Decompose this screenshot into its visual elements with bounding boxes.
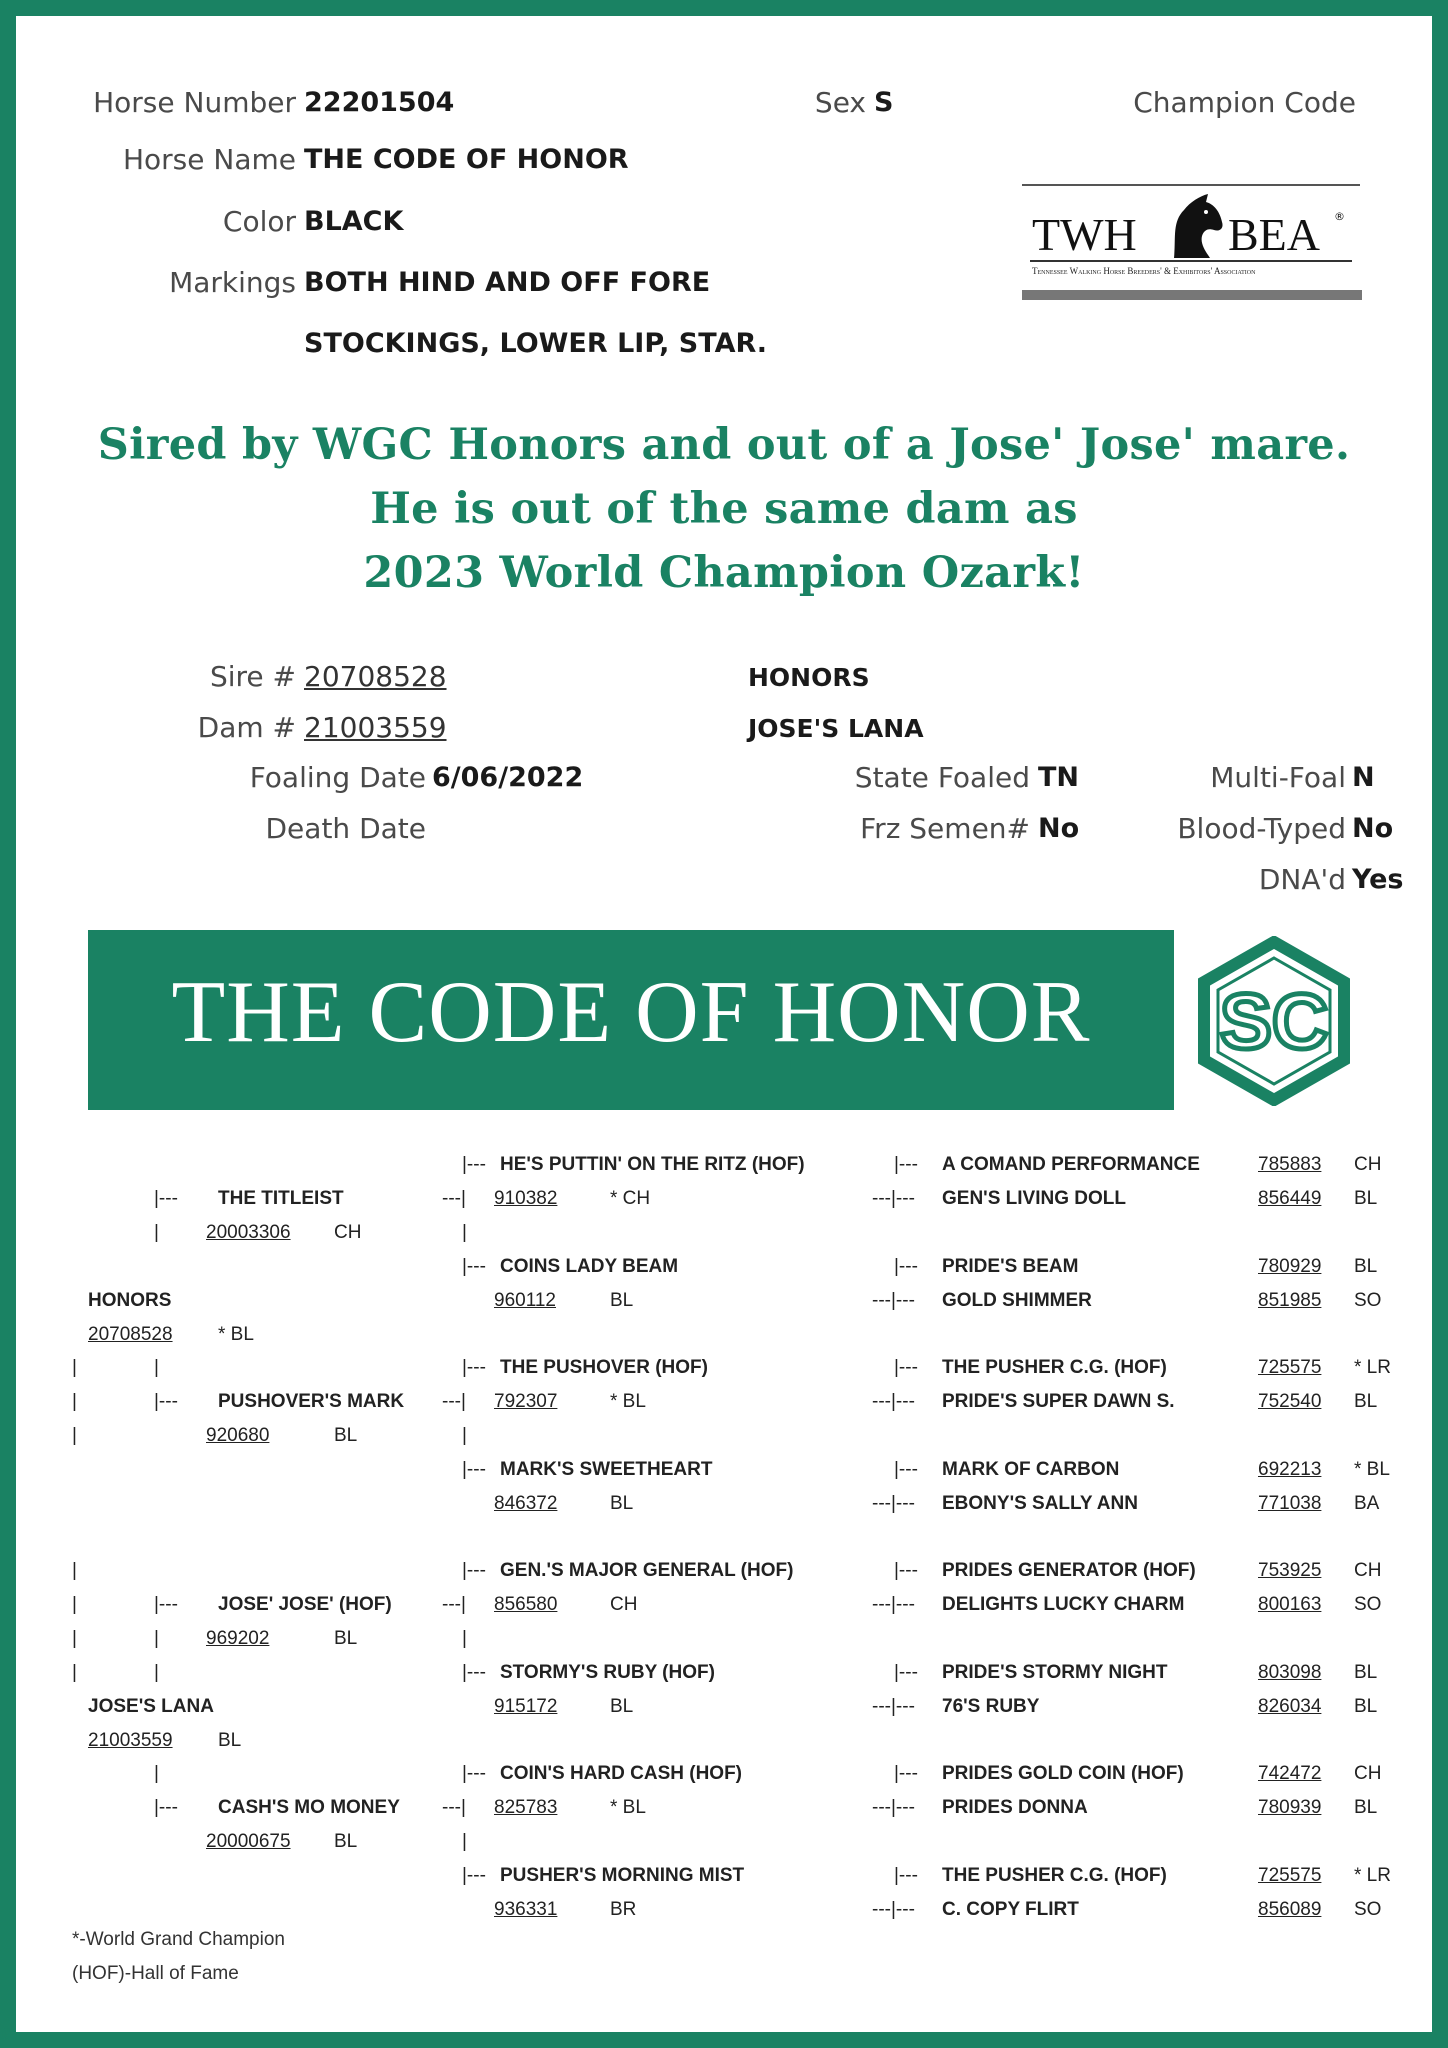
gen4-code: SO [1354, 1594, 1382, 1615]
pedigree-dam-name: JOSE'S LANA [88, 1696, 214, 1717]
horse-number-label: Horse Number [93, 86, 296, 119]
gen4-code: BL [1354, 1797, 1378, 1818]
pedigree-dam-code: BL [218, 1730, 242, 1751]
gen2-number[interactable]: 20000675 [206, 1831, 291, 1852]
gen4-code: * BL [1354, 1459, 1390, 1480]
legend-hall-of-fame: (HOF)-Hall of Fame [72, 1963, 239, 1984]
gen3-number[interactable]: 915172 [494, 1696, 558, 1717]
gen4-code: * LR [1354, 1865, 1391, 1886]
gen4-code: * LR [1354, 1357, 1391, 1378]
gen3-number[interactable]: 846372 [494, 1493, 558, 1514]
state-foaled-label: State Foaled [854, 761, 1030, 794]
gen4-code: BA [1354, 1493, 1380, 1514]
gen3-code: BL [610, 1696, 634, 1717]
gen4-number[interactable]: 780929 [1258, 1256, 1322, 1277]
gen4-name: GEN'S LIVING DOLL [942, 1188, 1126, 1209]
gen3-name: GEN.'S MAJOR GENERAL (HOF) [500, 1560, 794, 1581]
gen4-code: BL [1354, 1188, 1378, 1209]
foaling-date: 6/06/2022 [432, 762, 584, 793]
gen2-number[interactable]: 920680 [206, 1425, 270, 1446]
gen3-code: * BL [610, 1797, 646, 1818]
gen3-code: CH [610, 1594, 638, 1615]
title-banner [88, 930, 1174, 1110]
dna-value: Yes [1352, 864, 1404, 895]
gen4-code: CH [1354, 1763, 1382, 1784]
dam-number-link[interactable]: 21003559 [304, 711, 447, 744]
gen4-number[interactable]: 800163 [1258, 1594, 1322, 1615]
color-label: Color [222, 205, 296, 238]
horse-number: 22201504 [304, 87, 455, 118]
horse-name-label: Horse Name [122, 143, 296, 176]
gen4-code: CH [1354, 1154, 1382, 1175]
logo-text-left: TWH [1032, 209, 1137, 260]
gen4-name: 76'S RUBY [942, 1696, 1040, 1717]
gen4-code: BL [1354, 1662, 1378, 1683]
gen4-name: PRIDE'S SUPER DAWN S. [942, 1391, 1175, 1412]
gen3-name: MARK'S SWEETHEART [500, 1459, 713, 1480]
gen4-number[interactable]: 771038 [1258, 1493, 1322, 1514]
gen4-name: GOLD SHIMMER [942, 1290, 1092, 1311]
gen4-number[interactable]: 856089 [1258, 1899, 1322, 1920]
multi-foal: N [1352, 762, 1375, 793]
gen4-name: PRIDES GOLD COIN (HOF) [942, 1763, 1184, 1784]
twhbea-logo: TWH BEA ® Tennessee Walking Horse Breeders' & Exhibitors' Association [1022, 184, 1362, 302]
gen3-code: * BL [610, 1391, 646, 1412]
dna-label: DNA'd [1258, 863, 1346, 896]
frz-semen-label: Frz Semen# [860, 812, 1030, 845]
gen2-name: PUSHOVER'S MARK [218, 1391, 405, 1412]
gen2-code: BL [334, 1831, 358, 1852]
sire-label: Sire # [209, 660, 296, 693]
markings-label: Markings [169, 266, 296, 299]
gen4-code: BL [1354, 1391, 1378, 1412]
gen4-code: SO [1354, 1290, 1382, 1311]
gen4-code: BL [1354, 1256, 1378, 1277]
gen3-name: COINS LADY BEAM [500, 1256, 679, 1277]
legend-world-grand-champion: *-World Grand Champion [72, 1929, 285, 1950]
sire-number-link[interactable]: 20708528 [304, 660, 447, 693]
gen3-name: PUSHER'S MORNING MIST [500, 1865, 745, 1886]
pedigree-sire-number[interactable]: 20708528 [88, 1324, 173, 1345]
gen4-number[interactable]: 692213 [1258, 1459, 1322, 1480]
gen3-name: COIN'S HARD CASH (HOF) [500, 1763, 743, 1784]
gen4-name: PRIDES DONNA [942, 1797, 1088, 1818]
multi-foal-label: Multi-Foal [1210, 761, 1346, 794]
horse-head-icon [1166, 192, 1226, 260]
gen4-name: A COMAND PERFORMANCE [942, 1154, 1200, 1175]
gen3-name: HE'S PUTTIN' ON THE RITZ (HOF) [500, 1154, 805, 1175]
state-foaled: TN [1038, 762, 1080, 793]
banner-title: THE CODE OF HONOR [171, 964, 1091, 1061]
gen3-code: * CH [610, 1188, 651, 1209]
gen4-number[interactable]: 856449 [1258, 1188, 1322, 1209]
gen4-number[interactable]: 725575 [1258, 1357, 1322, 1378]
gen3-code: BR [610, 1899, 637, 1920]
gen2-number[interactable]: 969202 [206, 1628, 270, 1649]
gen4-name: PRIDE'S BEAM [942, 1256, 1079, 1277]
sire-name: HONORS [748, 663, 870, 692]
gen2-code: BL [334, 1628, 358, 1649]
sex-label: Sex [814, 86, 866, 119]
sex-value: S [874, 87, 894, 118]
gen4-name: THE PUSHER C.G. (HOF) [942, 1357, 1167, 1378]
gen2-name: CASH'S MO MONEY [218, 1797, 400, 1818]
death-date-label: Death Date [265, 812, 426, 845]
pedigree-certificate: Horse Number 22201504 Sex S Champion Code Horse Name THE CODE OF HONOR Color BLACK Markings BOTH HIND AND OFF FORE STOCKINGS, LOWER LIP, STAR. TWH BEA ® Tennessee Walking Horse Breeders' & Exhibitors' Association Sired by WGC Honors and out of a Jose' Jose' mare. He is out of the same dam as 2023 World Champion Ozark! Sire # 20708528 HONORS Dam # 21003559 JOSE'S LANA Foaling Date 6/06/2022 State Foaled TN Multi-Foal N Death Date Frz Semen# No Blood-Typed No DNA'd Yes THE CODE OF HONOR SC |--- | | | | |--- | | | |--- | | | | | |--- |--- ---| | |--- |--- ---| | |--- |--- ---| | |--- |--- ---| | |--- |--- ---|--- |--- ---|--- |--- ---|--- |--- ---|--- |--- ---|--- |--- ---|--- |--- ---|--- |--- ---|--- HONORS 20708528 * BL JOSE'S LANA 21003559 BL THE TITLEIST 20003306 CH PUSHOVER'S MARK 920680 BL JOSE' JOSE' (HOF) 969202 BL CASH'S MO MONEY 20000675 BL HE'S PUTTIN' ON THE RITZ (HOF) 910382 * CH COINS LADY BEAM 960112 BL THE PUSHOVER (HOF) 792307 * BL MARK'S SWEETHEART 846372 BL GEN.'S MAJOR GENERAL (HOF) 856580 CH STORMY'S RUBY (HOF) 915172 BL COIN'S HARD CASH (HOF) 825783 * BL PUSHER'S MORNING MIST 936331 BR A COMAND PERFORMANCE 785883 CH GEN'S LIVING DOLL 856449 BL PRIDE'S BEAM 780929 BL GOLD SHIMMER 851985 SO THE PUSHER C.G. (HOF) 725575 * LR PRIDE'S SUPER DAWN S. 752540 BL MARK OF CARBON 692213 * BL EBONY'S SALLY ANN 771038 BA PRIDES GENERATOR (HOF) 753925 CH DELIGHTS LUCKY CHARM 800163 SO PRIDE'S STORMY NIGHT 803098 BL 76'S RUBY 826034 BL PRIDES GOLD COIN (HOF) 742472 CH PRIDES DONNA 780939 BL THE PUSHER C.G. (HOF) 725575 * LR C. COPY FLIRT 856089 SO *-World Grand Champion (HOF)-Hall of Fame [0, 0, 1448, 2048]
gen3-number[interactable]: 910382 [494, 1188, 558, 1209]
dam-name: JOSE'S LANA [748, 714, 924, 743]
gen3-number[interactable]: 792307 [494, 1391, 558, 1412]
pedigree-sire-name: HONORS [88, 1290, 172, 1311]
gen2-code: CH [334, 1222, 362, 1243]
gen4-number[interactable]: 780939 [1258, 1797, 1322, 1818]
gen4-name: MARK OF CARBON [942, 1459, 1120, 1480]
markings-line1: BOTH HIND AND OFF FORE [304, 267, 711, 298]
champion-code-label: Champion Code [1133, 86, 1356, 119]
gen3-name: THE PUSHOVER (HOF) [500, 1357, 708, 1378]
gen4-number[interactable]: 752540 [1258, 1391, 1322, 1412]
sc-emblem-icon [1194, 936, 1354, 1106]
gen4-name: DELIGHTS LUCKY CHARM [942, 1594, 1185, 1615]
gen3-number[interactable]: 936331 [494, 1899, 558, 1920]
gen4-name: C. COPY FLIRT [942, 1899, 1079, 1920]
gen4-number[interactable]: 851985 [1258, 1290, 1322, 1311]
gen4-name: PRIDE'S STORMY NIGHT [942, 1662, 1168, 1683]
gen2-name: JOSE' JOSE' (HOF) [218, 1594, 392, 1615]
gen4-number[interactable]: 826034 [1258, 1696, 1322, 1717]
markings-line2: STOCKINGS, LOWER LIP, STAR. [304, 328, 768, 359]
headline-line2: He is out of the same dam as [370, 484, 1078, 534]
gen4-number[interactable]: 742472 [1258, 1763, 1322, 1784]
gen2-name: THE TITLEIST [218, 1188, 344, 1209]
logo-text-right: BEA [1228, 209, 1320, 260]
headline-line3: 2023 World Champion Ozark! [363, 548, 1085, 598]
horse-name: THE CODE OF HONOR [304, 144, 629, 175]
gen3-number[interactable]: 960112 [494, 1290, 556, 1311]
gen4-number[interactable]: 753925 [1258, 1560, 1322, 1581]
frz-semen: No [1038, 813, 1080, 844]
gen4-name: THE PUSHER C.G. (HOF) [942, 1865, 1167, 1886]
gen4-name: EBONY'S SALLY ANN [942, 1493, 1138, 1514]
svg-text:SC: SC [1219, 977, 1329, 1065]
gen4-code: BL [1354, 1696, 1378, 1717]
gen4-code: SO [1354, 1899, 1382, 1920]
gen3-name: STORMY'S RUBY (HOF) [500, 1662, 715, 1683]
gen4-name: PRIDES GENERATOR (HOF) [942, 1560, 1196, 1581]
gen2-number[interactable]: 20003306 [206, 1222, 291, 1243]
gen3-number[interactable]: 825783 [494, 1797, 558, 1818]
blood-typed-label: Blood-Typed [1177, 812, 1346, 845]
blood-typed: No [1352, 813, 1394, 844]
gen3-number[interactable]: 856580 [494, 1594, 558, 1615]
foaling-date-label: Foaling Date [249, 761, 426, 794]
pedigree-dam-number[interactable]: 21003559 [88, 1730, 173, 1751]
headline-line1: Sired by WGC Honors and out of a Jose' Jose' mare. [97, 420, 1351, 470]
gen4-number[interactable]: 785883 [1258, 1154, 1322, 1175]
pedigree-sire-code: * BL [218, 1324, 254, 1345]
logo-subtitle: Tennessee Walking Horse Breeders' & Exhibitors' Association [1032, 266, 1256, 276]
gen4-code: CH [1354, 1560, 1382, 1581]
gen3-code: BL [610, 1290, 634, 1311]
dam-label: Dam # [197, 711, 296, 744]
gen2-code: BL [334, 1425, 358, 1446]
color-value: BLACK [304, 206, 404, 237]
gen4-number[interactable]: 725575 [1258, 1865, 1322, 1886]
gen4-number[interactable]: 803098 [1258, 1662, 1322, 1683]
gen3-code: BL [610, 1493, 634, 1514]
